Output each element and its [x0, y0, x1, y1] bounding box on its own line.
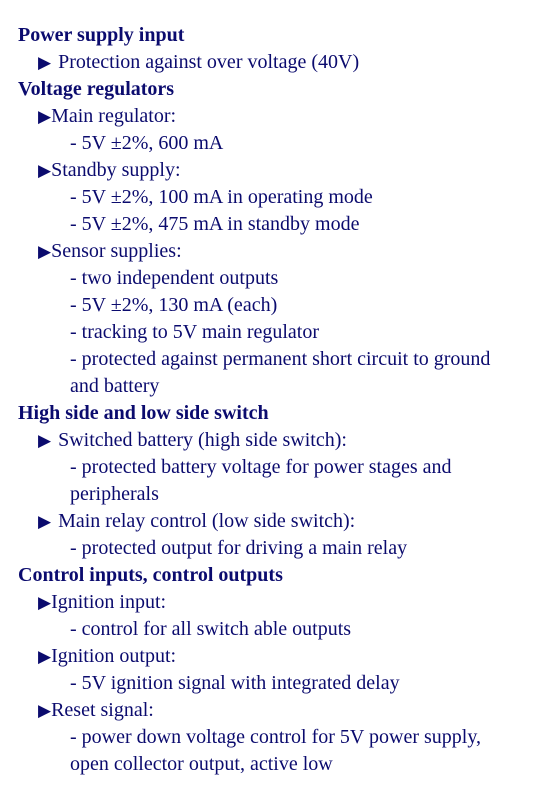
sub-item: - 5V ±2%, 475 mA in standby mode — [70, 213, 360, 235]
bullet-label: Main regulator: — [51, 105, 177, 127]
bullet-item — [18, 103, 533, 130]
bullet-label: Switched battery (high side switch): — [58, 429, 347, 451]
bullet-item — [18, 589, 533, 616]
section-high-low-side-switch — [18, 400, 533, 562]
section-power-supply-input — [18, 22, 533, 76]
bullet-label: Reset signal: — [51, 699, 154, 721]
sub-item: - 5V ignition signal with integrated delay — [70, 672, 400, 694]
bullet-label: Ignition input: — [51, 591, 167, 613]
bullet-item — [18, 157, 533, 184]
bullet-item — [18, 643, 533, 670]
bullet-item — [18, 238, 533, 265]
sub-item: - tracking to 5V main regulator — [70, 321, 320, 343]
sub-item: - 5V ±2%, 100 mA in operating mode — [70, 186, 373, 208]
bullet-item — [18, 427, 533, 454]
triangle-bullet-icon: ▶ — [38, 701, 52, 720]
section-control-inputs-outputs — [18, 562, 533, 778]
sub-item: - protected against permanent short circuit to ground and battery — [70, 348, 491, 397]
triangle-bullet-icon: ▶ — [38, 107, 52, 126]
triangle-bullet-icon: ▶ — [38, 647, 52, 666]
triangle-bullet-icon: ▶ — [38, 161, 52, 180]
sub-item: - protected output for driving a main relay — [70, 537, 408, 559]
triangle-bullet-icon: ▶ — [38, 593, 52, 612]
sub-item: - two independent outputs — [70, 267, 279, 289]
triangle-bullet-icon: ▶ — [38, 53, 52, 72]
sub-item: - 5V ±2%, 600 mA — [70, 132, 224, 154]
bullet-label: Main relay control (low side switch): — [58, 510, 356, 532]
bullet-item — [18, 697, 533, 724]
bullet-label: Standby supply: — [51, 159, 181, 181]
triangle-bullet-icon: ▶ — [38, 431, 52, 450]
section-heading: Power supply input — [18, 24, 185, 46]
bullet-item — [18, 49, 533, 76]
document-body — [18, 22, 533, 778]
sub-item: - protected battery voltage for power stages and peripherals — [70, 456, 452, 505]
triangle-bullet-icon: ▶ — [38, 512, 52, 531]
bullet-item — [18, 508, 533, 535]
section-heading: Voltage regulators — [18, 78, 175, 100]
triangle-bullet-icon: ▶ — [38, 242, 52, 261]
bullet-label: Sensor supplies: — [51, 240, 182, 262]
sub-item: - power down voltage control for 5V power supply, open collector output, active low — [70, 726, 482, 775]
section-voltage-regulators — [18, 76, 533, 400]
bullet-label: Ignition output: — [51, 645, 177, 667]
section-heading: High side and low side switch — [18, 402, 269, 424]
sub-item: - 5V ±2%, 130 mA (each) — [70, 294, 278, 316]
section-heading: Control inputs, control outputs — [18, 564, 283, 586]
bullet-label: Protection against over voltage (40V) — [58, 51, 360, 73]
sub-item: - control for all switch able outputs — [70, 618, 352, 640]
